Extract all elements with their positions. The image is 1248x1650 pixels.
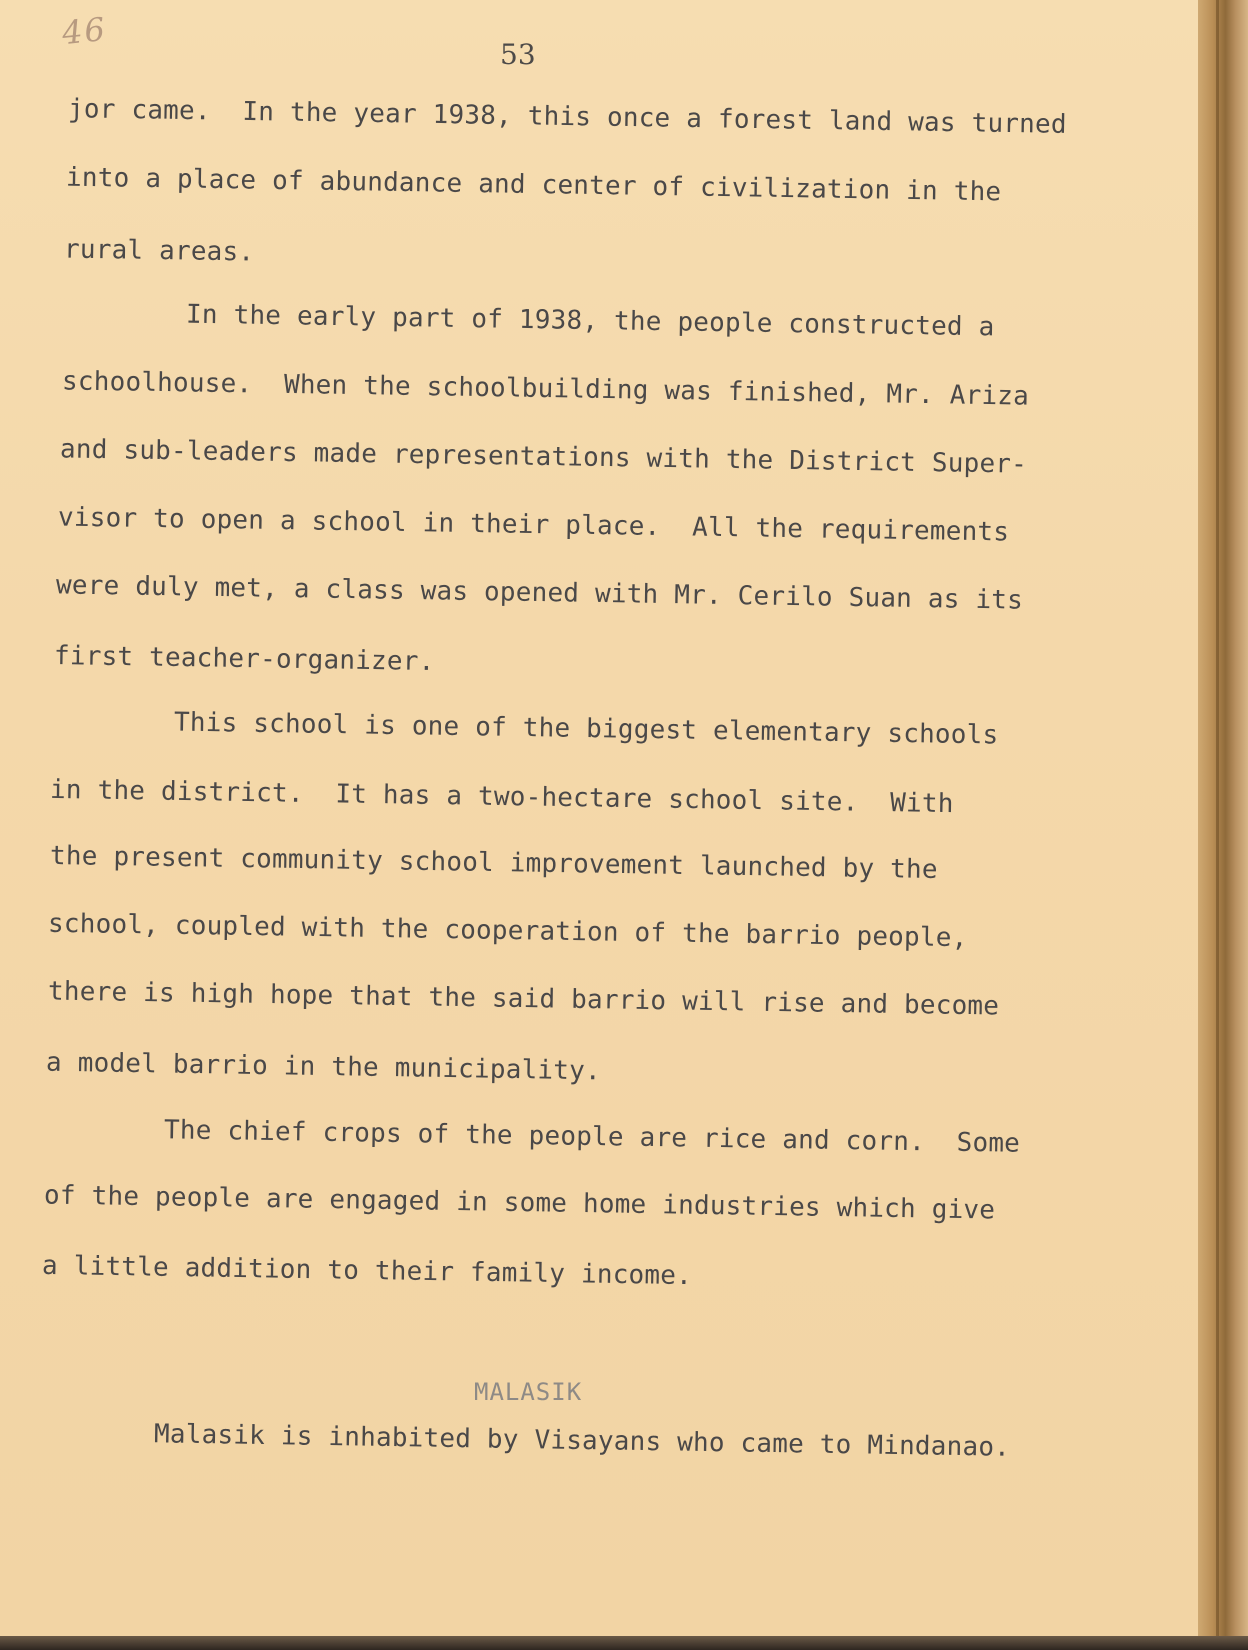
text-line: first teacher-organizer. <box>53 641 435 677</box>
text-line: a little addition to their family income. <box>41 1250 693 1292</box>
text-line: This school is one of the biggest elementary schools <box>173 707 999 751</box>
text-line: school, coupled with the cooperation of the barrio people, <box>47 908 968 954</box>
text-line: and sub-leaders made representations with the District Super- <box>59 434 1028 480</box>
text-line: in the district. It has a two-hectare school site. With <box>49 774 954 820</box>
text-line: visor to open a school in their place. All the requirements <box>57 502 1010 548</box>
handwritten-page-note: 46 <box>60 9 109 53</box>
section-heading: MALASIK <box>474 1378 583 1406</box>
book-binding-edge <box>1198 0 1248 1650</box>
text-line: there is high hope that the said barrio will rise and become <box>47 976 1000 1022</box>
text-line: In the early part of 1938, the people constructed a <box>185 299 995 343</box>
page-bottom-edge <box>0 1636 1248 1650</box>
text-line: the present community school improvement launched by the <box>49 841 938 885</box>
text-line: a model barrio in the municipality. <box>45 1047 602 1087</box>
text-line: into a place of abundance and center of civilization in the <box>65 162 1002 208</box>
text-line: were duly met, a class was opened with Mr. Cerilo Suan as its <box>55 570 1024 616</box>
page-number: 53 <box>500 38 536 71</box>
text-line: schoolhouse. When the schoolbuilding was finished, Mr. Ariza <box>61 366 1030 412</box>
text-line: The chief crops of the people are rice and corn. Some <box>163 1115 1021 1159</box>
text-line: Malasik is inhabited by Visayans who came to Mindanao. <box>153 1419 1011 1463</box>
text-line: of the people are engaged in some home industries which give <box>43 1180 996 1226</box>
text-line: jor came. In the year 1938, this once a forest land was turned <box>67 94 1067 140</box>
text-line: rural areas. <box>63 234 255 268</box>
